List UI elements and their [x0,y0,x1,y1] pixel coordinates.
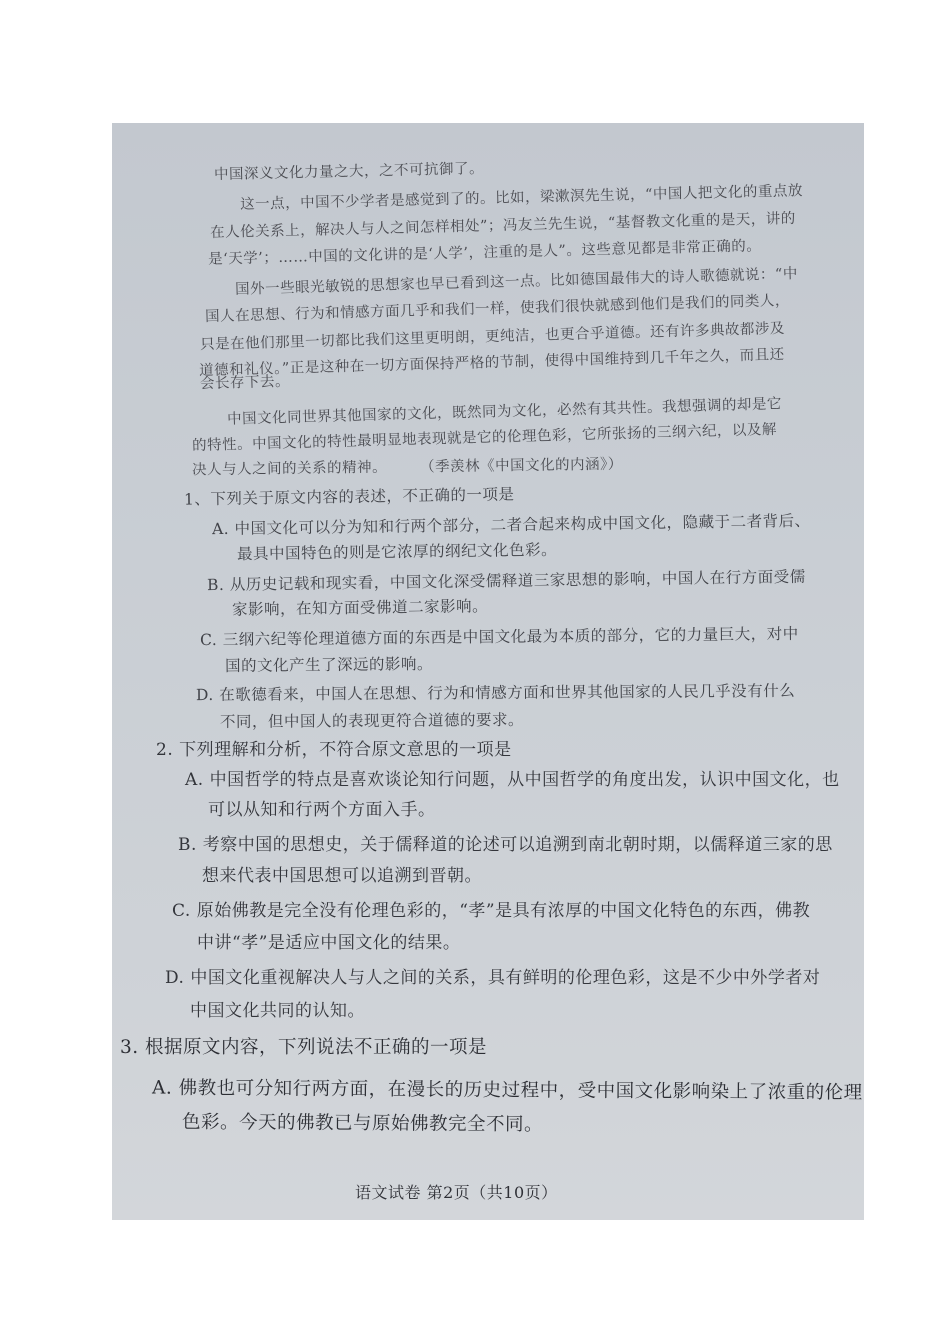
question-1-option-a: A. 中国文化可以分为知和行两个部分，二者合起来构成中国文化，隐藏于二者背后、 [211,511,811,539]
question-2-option-d-cont: 中国文化共同的认知。 [190,1001,365,1021]
passage-line: 中国深义文化力量之大，之不可抗御了。 [213,160,485,184]
question-3-stem: 3. 根据原文内容，下列说法不正确的一项是 [120,1037,488,1058]
passage-line: 中国文化同世界其他国家的文化，既然同为文化，必然有其共性。我想强调的却是它 [226,396,783,428]
question-3-option-a-cont: 色彩。今天的佛教已与原始佛教完全不同。 [181,1111,544,1136]
question-2-option-b-cont: 想来代表中国思想可以追溯到晋朝。 [202,866,482,886]
passage-line: 在人伦关系上，解决人与人之间怎样相处”；冯友兰先生说，“基督教文化重的是天，讲的 [209,210,796,242]
question-1-option-b-cont: 家影响，在知方面受佛道二家影响。 [231,597,489,619]
passage-line: 国人在思想、行为和情感方面几乎和我们一样，使我们很快就感到他们是我们的同类人， [204,292,791,326]
question-2-option-a-cont: 可以从知和行两个方面入手。 [208,800,436,820]
passage-source: （季羡林《中国文化的内涵》） [419,456,623,476]
passage-line: 国外一些眼光敏锐的思想家也早已看到这一点。比如德国最伟大的诗人歌德就说：“中 [234,266,799,298]
passage-line: 是‘天学’；……中国的文化讲的是‘人学’，注重的是人”。这些意见都是非常正确的。 [207,238,762,268]
question-2-option-b: B. 考察中国的思想史，关于儒释道的论述可以追溯到南北朝时期，以儒释道三家的思 [178,835,833,855]
question-2-option-c: C. 原始佛教是完全没有伦理色彩的，“孝”是具有浓厚的中国文化特色的东西，佛教 [172,901,811,921]
question-1-option-c: C. 三纲六纪等伦理道德方面的东西是中国文化最为本质的部分，它的力量巨大，对中 [199,624,799,650]
passage-line: 决人与人之间的关系的精神。 [191,459,388,479]
question-1-option-b: B. 从历史记载和现实看，中国文化深受儒释道三家思想的影响，中国人在行方面受儒 [206,567,806,595]
question-2-option-c-cont: 中讲“孝”是适应中国文化的结果。 [197,933,461,953]
question-3-option-a: A. 佛教也可分知行两方面，在漫长的历史过程中，受中国文化影响染上了浓重的伦理 [151,1077,863,1104]
question-2-stem: 2. 下列理解和分析，不符合原文意思的一项是 [156,740,512,760]
question-1-option-c-cont: 国的文化产生了深远的影响。 [224,654,434,676]
question-2-option-d: D. 中国文化重视解决人与人之间的关系，具有鲜明的伦理色彩，这是不少中外学者对 [165,968,821,988]
question-1-option-d-cont: 不同，但中国人的表现更符合道德的要求。 [219,710,525,732]
question-1-option-d: D. 在歌德看来，中国人在思想、行为和情感方面和世界其他国家的人民几乎没有什么 [195,681,796,705]
passage-line: 的特性。中国文化的特性最明显地表现就是它的伦理色彩，它所张扬的三纲六纪，以及解 [191,421,778,455]
passage-line: 这一点，中国不少学者是感觉到了的。比如，梁漱溟先生说，“中国人把文化的重点放 [239,183,804,213]
question-2-option-a: A. 中国哲学的特点是喜欢谈论知行问题，从中国哲学的角度出发，认识中国文化，也 [185,770,840,790]
question-1-stem: 1、下列关于原文内容的表述，不正确的一项是 [183,485,515,509]
passage-line: 会长存下去。 [199,373,291,393]
page-footer: 语文试卷 第2页（共10页） [355,1183,558,1202]
exam-page-photo [112,123,864,1220]
passage-line: 道德和礼仪。”正是这种在一切方面保持严格的节制，使得中国维持到几千年之久，而且还 [198,346,785,380]
question-1-option-a-cont: 最具中国特色的则是它浓厚的纲纪文化色彩。 [236,540,558,564]
passage-line: 只是在他们那里一切都比我们这里更明朗，更纯洁，也更合乎道德。还有许多典故都涉及 [199,320,786,354]
